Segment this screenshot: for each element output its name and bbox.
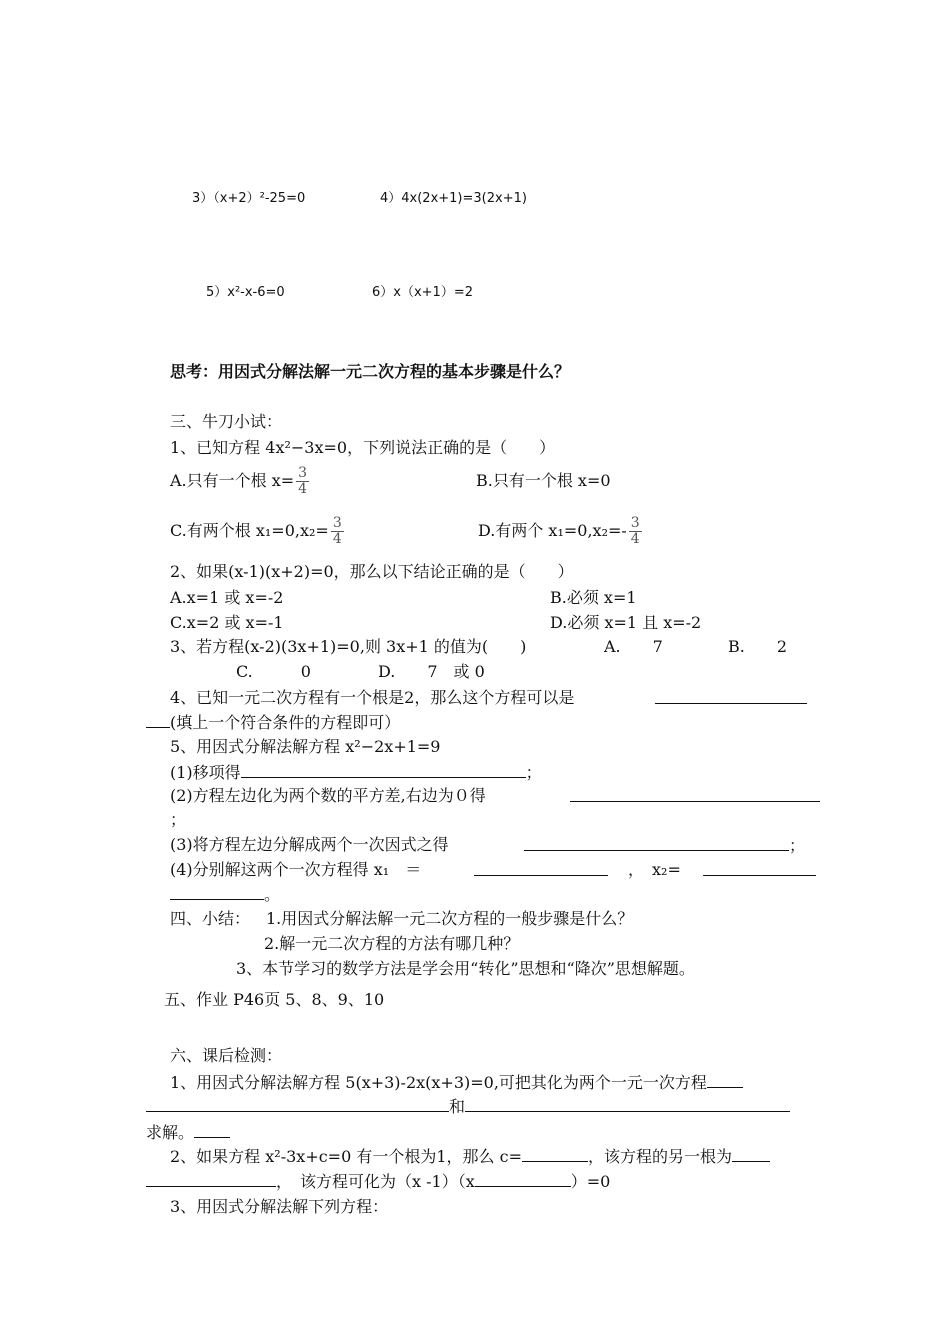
- check-q2-line2-end: ）=0: [570, 1172, 611, 1191]
- q1-option-c-text: C.有两个根 x₁=0,x₂=: [170, 521, 329, 540]
- q1-option-d-text: D.有两个 x₁=0,x₂=-: [478, 521, 627, 540]
- q5-stem: 5、用因式分解法解方程 x²−2x+1=9: [170, 737, 441, 756]
- exercise-6: 6）x（x+1）=2: [372, 285, 473, 300]
- q5-step3-end: ；: [789, 836, 806, 855]
- q1-option-a-text: A.只有一个根 x=: [170, 471, 295, 490]
- q5-x2-blank-cont[interactable]: [170, 884, 264, 900]
- homework: 五、作业 P46页 5、8、9、10: [164, 990, 385, 1009]
- summary-item-1: 1.用因式分解法解一元二次方程的一般步骤是什么？: [266, 909, 634, 928]
- check-q2-line2-mid: ， 该方程可化为（x -1）（x: [276, 1172, 475, 1191]
- exercise-4: 4）4x(2x+1)=3(2x+1): [380, 191, 527, 206]
- q2-option-b: B.必须 x=1: [550, 588, 637, 607]
- q4-stem: 4、已知一元二次方程有一个根是2，那么这个方程可以是: [170, 688, 575, 707]
- fraction-denominator: 4: [298, 481, 308, 497]
- q3-stem: 3、若方程(x-2)(3x+1)=0,则 3x+1 的值为( ): [170, 637, 527, 656]
- fraction-denominator: 4: [630, 531, 640, 547]
- section6-title: 六、课后检测：: [170, 1046, 283, 1065]
- q5-step2: (2)方程左边化为两个数的平方差,右边为０得: [170, 786, 486, 805]
- q5-step2-blank[interactable]: [570, 786, 820, 807]
- q3-option-a: A. 7: [604, 637, 663, 656]
- q5-step3-blank-wrap: [524, 835, 805, 856]
- q4-tail-text: (填上一个符合条件的方程即可）: [170, 713, 401, 732]
- q2-option-c: C.x=2 或 x=-1: [170, 613, 284, 632]
- check-q1-blank-a[interactable]: [707, 1072, 743, 1088]
- summary-item-2: 2.解一元二次方程的方法有哪几种？: [264, 934, 520, 953]
- fraction: [296, 466, 309, 497]
- q1-option-c: [170, 514, 346, 548]
- section3-title: 三、牛刀小试：: [170, 412, 283, 431]
- q1-option-d: [478, 514, 644, 548]
- q5-step1-label: (1)移项得: [170, 763, 241, 782]
- fraction-numerator: 3: [298, 465, 308, 481]
- check-q1-line3: [146, 1122, 230, 1143]
- q1-option-a: [170, 464, 311, 498]
- exercise-5: 5）x²-x-6=0: [206, 285, 285, 300]
- check-q3: 3、用因式分解法解下列方程：: [170, 1197, 389, 1216]
- check-q2-line2: [146, 1171, 610, 1192]
- section4-title: 四、小结：: [170, 909, 251, 928]
- q3-option-d: D. 7 或 0: [378, 662, 485, 681]
- check-q2-mid: ，该方程的另一根为: [588, 1147, 733, 1166]
- fraction-numerator: 3: [630, 515, 640, 531]
- exercise-3: 3）（x+2）²-25=0: [192, 191, 306, 206]
- check-q2-text: 2、如果方程 x²-3x+c=0 有一个根为1，那么 c=: [170, 1147, 522, 1166]
- check-q1-and: 和: [449, 1097, 466, 1116]
- q5-step1-end: ；: [525, 763, 542, 782]
- check-q1-end: 求解。: [146, 1123, 195, 1142]
- q4-tail: [146, 712, 400, 733]
- check-q1: [170, 1072, 743, 1093]
- check-q2-c-blank[interactable]: [522, 1146, 588, 1162]
- q1-option-b: B.只有一个根 x=0: [476, 471, 611, 490]
- q2-option-a: A.x=1 或 x=-2: [170, 588, 284, 607]
- q5-step4-line2: [170, 884, 280, 905]
- check-q1-blank-b[interactable]: [465, 1096, 790, 1112]
- q5-x1-blank[interactable]: [474, 860, 608, 881]
- q5-x2-label: ， x₂=: [628, 860, 681, 879]
- q5-step4-end: 。: [264, 885, 281, 904]
- check-q2: [170, 1146, 770, 1167]
- q3-option-c: C. 0: [236, 662, 311, 681]
- fraction-numerator: 3: [332, 515, 342, 531]
- check-q2-factor-blank[interactable]: [475, 1171, 571, 1187]
- q5-step1-blank[interactable]: [241, 762, 526, 778]
- q2-stem: 2、如果(x-1)(x+2)=0，那么以下结论正确的是（ ）: [170, 562, 574, 581]
- fraction-denominator: 4: [332, 531, 342, 547]
- q1-stem: 1、已知方程 4x²−3x=0，下列说法正确的是（ ）: [170, 438, 556, 457]
- check-q1-blank-a-cont[interactable]: [146, 1096, 449, 1112]
- check-q2-root-blank-cont[interactable]: [146, 1171, 276, 1187]
- q5-step3: (3)将方程左边分解成两个一次因式之得: [170, 835, 449, 854]
- think-question: 思考：用因式分解法解一元二次方程的基本步骤是什么？: [170, 362, 571, 381]
- q5-step1: [170, 762, 542, 783]
- q2-option-d: D.必须 x=1 且 x=-2: [550, 613, 702, 632]
- check-q1-text: 1、用因式分解法解方程 5(x+3)-2x(x+3)=0,可把其化为两个一元一次方程: [170, 1073, 707, 1092]
- q5-step2-end: ；: [170, 810, 187, 829]
- q5-x2-blank[interactable]: [703, 860, 816, 881]
- check-q2-root-blank[interactable]: [732, 1146, 770, 1162]
- q5-step3-blank[interactable]: [524, 835, 789, 851]
- fraction: [331, 516, 344, 547]
- summary-item-3: 3、本节学习的数学方法是学会用“转化”思想和“降次”思想解题。: [236, 959, 695, 978]
- q4-answer-blank-cont[interactable]: [146, 712, 170, 728]
- q3-option-b: B. 2: [728, 637, 788, 656]
- q5-step4: (4)分别解这两个一次方程得 x₁ ＝: [170, 860, 422, 879]
- q4-answer-blank[interactable]: [655, 688, 807, 709]
- check-q1-blank-c[interactable]: [194, 1122, 230, 1138]
- fraction: [629, 516, 642, 547]
- check-q1-line2: [146, 1096, 790, 1117]
